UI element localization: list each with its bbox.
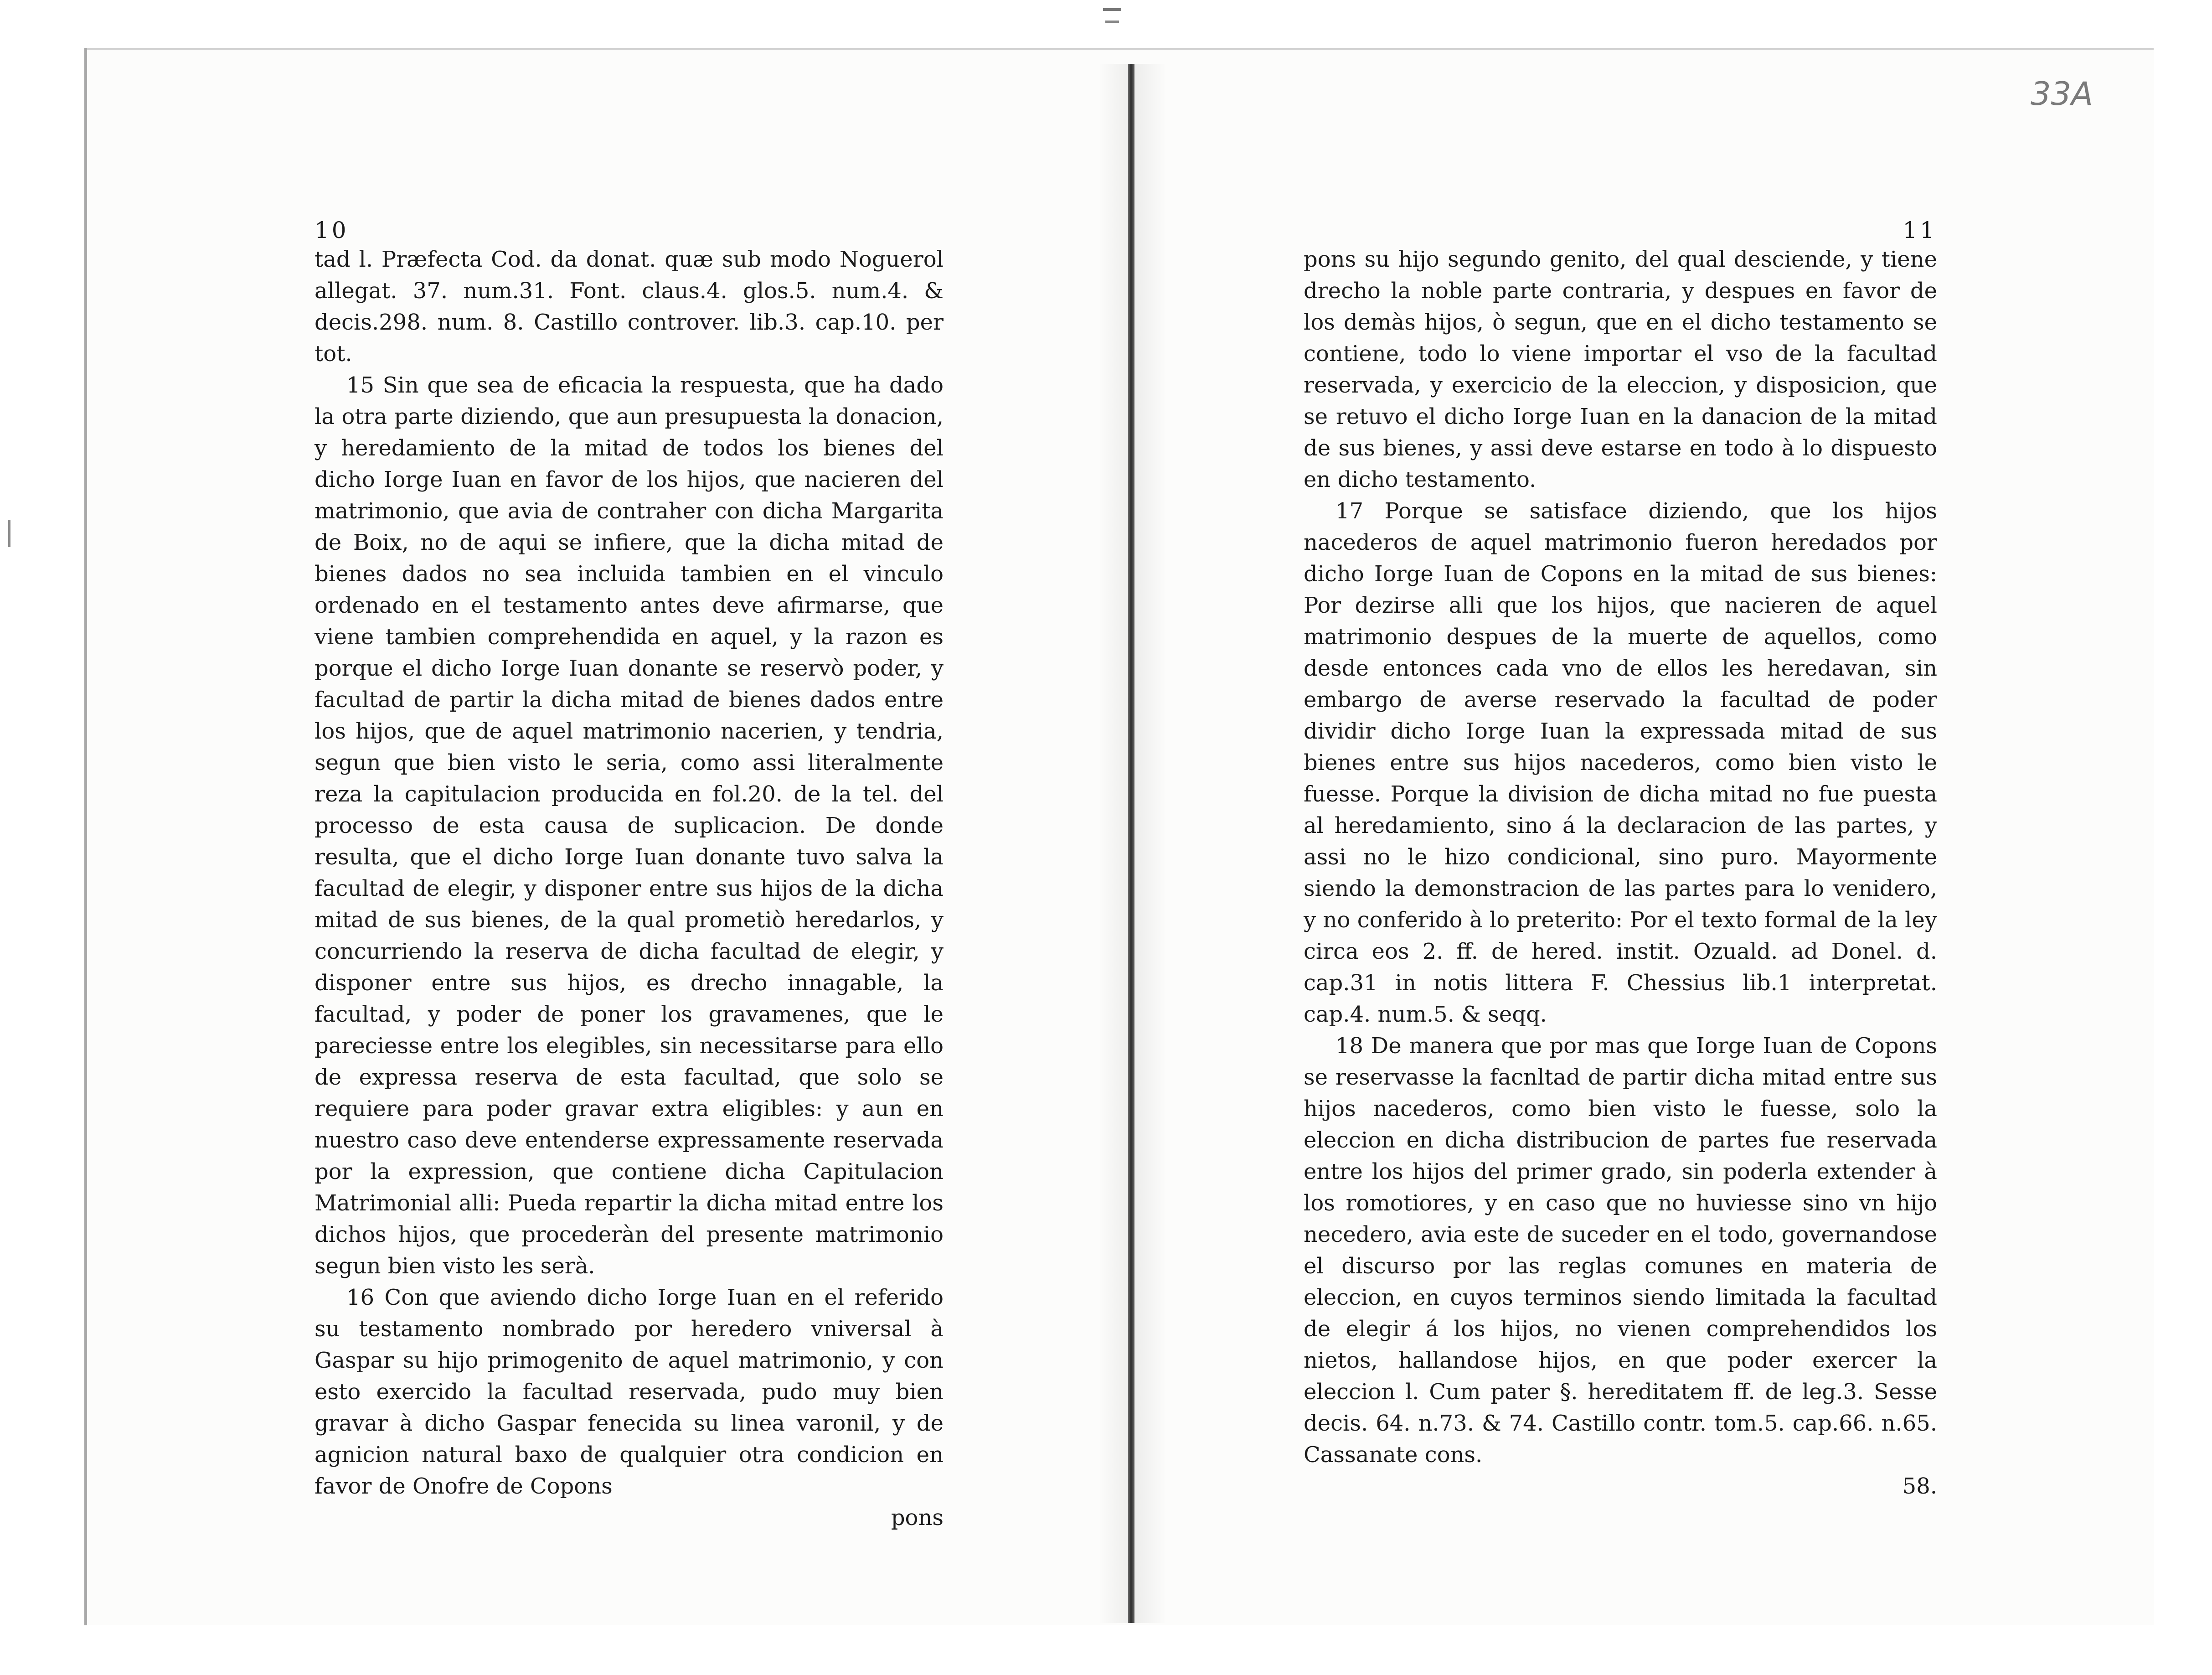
paragraph: pons su hijo segundo genito, del qual desciende, y tiene drecho la noble parte contraria, y despues en favor de los demàs hijos, ò segun, que en el dicho testamento se contiene, todo lo viene importar el vso de la facultad reservada, y exercicio de la eleccion, y disposicion, que se retuvo el dicho Iorge Iuan en la danacion de la mitad de sus bienes, y assi deve estarse en todo à lo dispuesto en dicho testamento. — [1304, 247, 1937, 492]
scan-mark — [1105, 21, 1119, 23]
page-text — [1304, 244, 1937, 1471]
catchword: 58. — [1902, 1473, 1937, 1499]
book-gutter — [1128, 64, 1134, 1623]
scan-mark — [1103, 8, 1121, 11]
paragraph: tad l. Præfecta Cod. da donat. quæ sub modo Noguerol allegat. 37. num.31. Font. claus.4. glos.5. num.4. & decis.298. num. 8. Castillo controver. lib.3. cap.10. per tot. — [315, 247, 944, 367]
page-text — [315, 244, 944, 1502]
paragraph: 15 Sin que sea de eficacia la respuesta, que ha dado la otra parte diziendo, que aun presupuesta la donacion, y heredamiento de la mitad de todos los bienes del dicho Iorge Iuan en favor de los hijos, que nacieren del matrimonio, que avia de contraher con dicha Margarita de Boix, no de aqui se infiere, que la dicha mitad de bienes dados no sea incluida tambien en el vinculo ordenado en el testamento antes deve afirmarse, que viene tambien comprehendida en aquel, y la razon es porque el dicho Iorge Iuan donante se reservò poder, y facultad de partir la dicha mitad de bienes dados entre los hijos, que de aquel matrimonio nacerien, y tendria, segun que bien visto le seria, como assi literalmente reza la capitulacion producida en fol.20. de la tel. del processo de esta causa de suplicacion. De donde resulta, que el dicho Iorge Iuan donante tuvo salva la facultad de elegir, y disponer entre sus hijos de la dicha mitad de sus bienes, de la qual prometiò heredarlos, y concurriendo la reserva de dicha facultad de elegir, y disponer entre sus hijos, es drecho innagable, la facultad, y poder de poner los gravamenes, que le pareciesse entre los elegibles, sin necessitarse para ello de expressa reserva de esta facultad, que solo se requiere para poder gravar extra eligibles: y aun en nuestro caso deve entenderse expressamente reservada por la expression, que contiene dicha Capitulacion Matrimonial alli: Pueda repartir la dicha mitad entre los dichos hijos, que procederàn del presente matrimonio segun bien visto les serà. — [315, 372, 944, 1279]
page-number: 11 — [1903, 217, 1937, 243]
paragraph: 16 Con que aviendo dicho Iorge Iuan en el referido su testamento nombrado por heredero vniversal à Gaspar su hijo primogenito de aquel matrimonio, y con esto exercido la facultad reservada, pudo muy bien gravar à dicho Gaspar fenecida su linea varonil, y de agnicion natural baxo de qualquier otra condicion en favor de Onofre de Copons — [315, 1285, 944, 1499]
paragraph: 17 Porque se satisface diziendo, que los hijos nacederos de aquel matrimonio fueron heredados por dicho Iorge Iuan de Copons en la mitad de sus bienes: Por dezirse alli que los hijos, que nacieren de aquel matrimonio despues de la muerte de aquellos, como desde entonces cada vno de ellos les heredavan, sin embargo de averse reservado la facultad de poder dividir dicho Iorge Iuan la expressada mitad de sus bienes entre sus hijos nacederos, como bien visto le fuesse. Porque la division de dicha mitad no fue puesta al heredamiento, sino á la declaracion de las partes, y assi no le hizo condicional, sino puro. Mayormente siendo la demonstracion de las partes para lo venidero, y no conferido à lo preterito: Por el texto formal de la ley circa eos 2. ff. de hered. instit. Ozuald. ad Donel. d. cap.31 in notis littera F. Chessius lib.1 interpretat. cap.4. num.5. & seqq. — [1304, 498, 1937, 1027]
left-page — [315, 217, 944, 1534]
scan-mark — [8, 520, 10, 547]
catchword: pons — [891, 1505, 944, 1530]
page-number: 10 — [315, 217, 349, 243]
right-page — [1304, 217, 1937, 1502]
margin-note: 33A — [2031, 75, 2093, 113]
paragraph: 18 De manera que por mas que Iorge Iuan de Copons se reservasse la facnltad de partir dicha mitad entre sus hijos nacederos, como bien visto le fuesse, solo la eleccion en dicha distribucion de partes fue reservada entre los hijos del primer grado, sin poderla extender à los romotiores, y en caso que no huviesse sino vn hijo necedero, avia este de suceder en el todo, governandose el discurso por las reglas comunes en materia de eleccion, en cuyos terminos siendo limitada la facultad de elegir á los hijos, no vienen comprehendidos los nietos, hallandose hijos, en que poder exercer la eleccion l. Cum pater §. hereditatem ff. de leg.3. Sesse decis. 64. n.73. & 74. Castillo contr. tom.5. cap.66. n.65. Cassanate cons. — [1304, 1033, 1937, 1468]
